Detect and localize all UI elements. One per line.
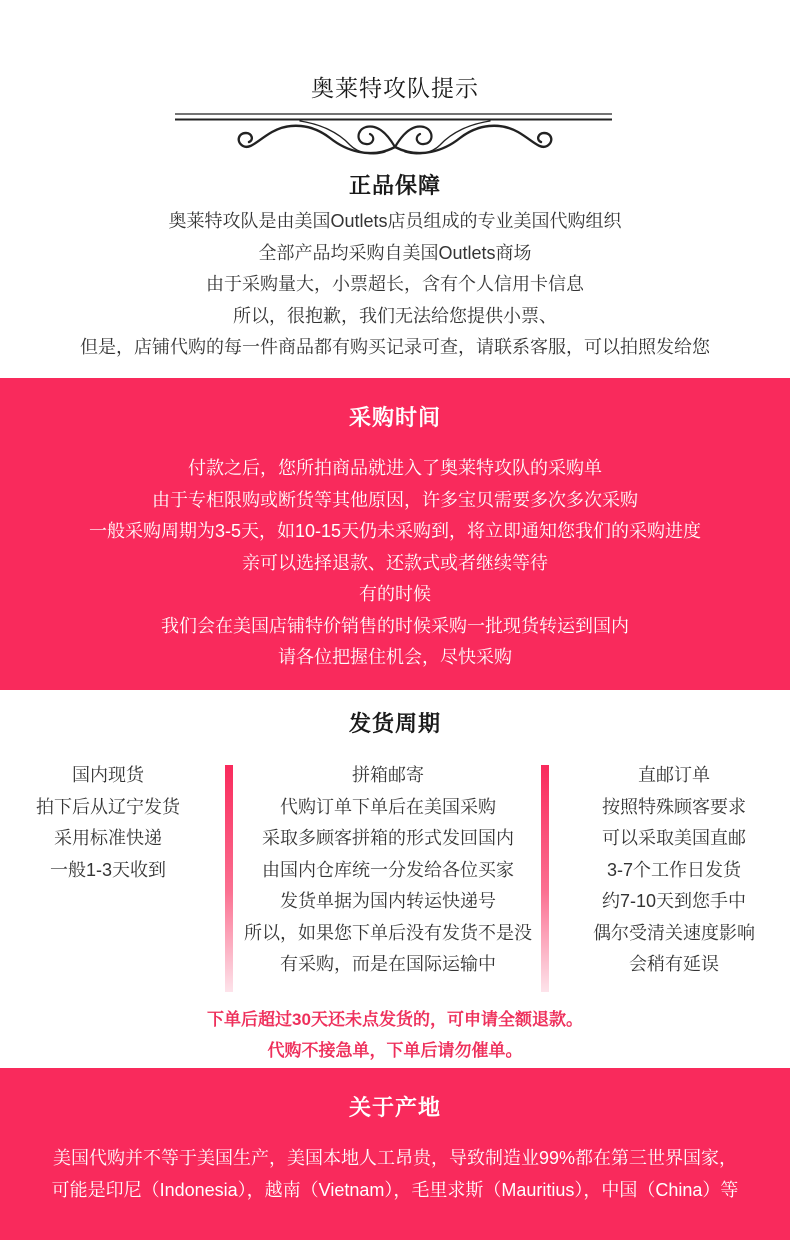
- shipping-column-line: 3-7个工作日发货: [606, 859, 741, 880]
- flourish-right-half: [395, 121, 551, 154]
- shipping-column-line: 拍下后从辽宁发货: [36, 796, 180, 817]
- origin-line: 可能是印尼（Indonesia），越南（Vietnam），毛里求斯（Mauritius），中国（China）等: [51, 1179, 739, 1200]
- no-rush-notice: 代购不接急单，下单后请勿催单。: [267, 1041, 523, 1060]
- shipping-column-title: 国内现货: [72, 765, 144, 785]
- flourish-left-half: [239, 121, 395, 154]
- shipping-column-line: 采取多顾客拼箱的形式发回国内: [262, 828, 514, 848]
- origin-line: 美国代购并不等于美国生产，美国本地人工昂贵，导致制造业99%都在第三世界国家，: [52, 1148, 738, 1168]
- shipping-column-line: 一般1-3天收到: [49, 859, 166, 880]
- origin-text: [0, 1143, 790, 1206]
- flourish-center-curl: [359, 127, 396, 147]
- shipping-column-line: 有采购，而是在国际运输中: [280, 954, 496, 974]
- page-title: 奥莱特攻队提示: [311, 75, 479, 101]
- origin-heading: 关于产地: [348, 1095, 441, 1120]
- flourish-main-swirl: [239, 126, 395, 153]
- authentic-text: [0, 206, 790, 364]
- authentic-line: 奥莱特攻队是由美国Outlets店员组成的专业美国代购组织: [168, 211, 622, 231]
- shipping-column-line: 偶尔受清关速度影响: [593, 922, 755, 943]
- shipping-column-title: 拼箱邮寄: [352, 765, 424, 785]
- shipping-notices: [0, 1004, 790, 1066]
- authentic-line: 所以，很抱歉，我们无法给您提供小票、: [233, 305, 557, 326]
- shipping-column-consolidated: [233, 760, 543, 981]
- purchase-time-line: 由于专柜限购或断货等其他原因，许多宝贝需要多次多次采购: [152, 489, 638, 510]
- divider-flourish: [0, 100, 790, 165]
- shipping-column-line: 发货单据为国内转运快递号: [280, 891, 496, 911]
- purchase-time-line: 请各位把握住机会，尽快采购: [278, 647, 512, 667]
- authentic-line: 全部产品均采购自美国Outlets商场: [258, 242, 532, 263]
- shipping-column-direct-mail: [554, 760, 790, 981]
- purchase-time-line: 付款之后，您所拍商品就进入了奥莱特攻队的采购单: [188, 458, 602, 478]
- shipping-column-line: 所以，如果您下单后没有发货不是没: [244, 922, 532, 943]
- shipping-column-line: 可以采取美国直邮: [602, 828, 746, 848]
- authentic-line: 但是，店铺代购的每一件商品都有购买记录可查，请联系客服，可以拍照发给您: [80, 337, 710, 357]
- authentic-heading: 正品保障: [348, 173, 441, 198]
- shipping-column-line: 按照特殊顾客要求: [602, 796, 746, 817]
- shipping-column-title: 直邮订单: [638, 765, 710, 785]
- shipping-column-line: 由国内仓库统一分发给各位买家: [262, 859, 514, 880]
- shipping-column-line: 会稍有延误: [629, 954, 719, 974]
- authentic-line: 由于采购量大，小票超长，含有个人信用卡信息: [206, 274, 584, 294]
- shipping-column-line: 采用标准快递: [54, 828, 162, 848]
- shipping-column-line: 约7-10天到您手中: [601, 891, 747, 911]
- shipping-heading: 发货周期: [348, 711, 441, 736]
- refund-notice: 下单后超过30天还未点发货的，可申请全额退款。: [207, 1010, 583, 1029]
- purchase-time-line: 我们会在美国店铺特价销售的时候采购一批现货转运到国内: [161, 615, 629, 636]
- shipping-column-line: 代购订单下单后在美国采购: [280, 796, 496, 817]
- column-divider-bar: [541, 765, 549, 992]
- purchase-time-text: [0, 453, 790, 674]
- column-divider-bar: [225, 765, 233, 992]
- purchase-time-line: 有的时候: [359, 584, 431, 604]
- shipping-column-domestic: [0, 760, 216, 886]
- purchase-time-heading: 采购时间: [348, 405, 441, 430]
- purchase-time-line: 一般采购周期为3-5天，如10-15天仍未采购到，将立即通知您我们的采购进度: [88, 521, 702, 541]
- purchase-time-line: 亲可以选择退款、还款式或者继续等待: [242, 552, 548, 573]
